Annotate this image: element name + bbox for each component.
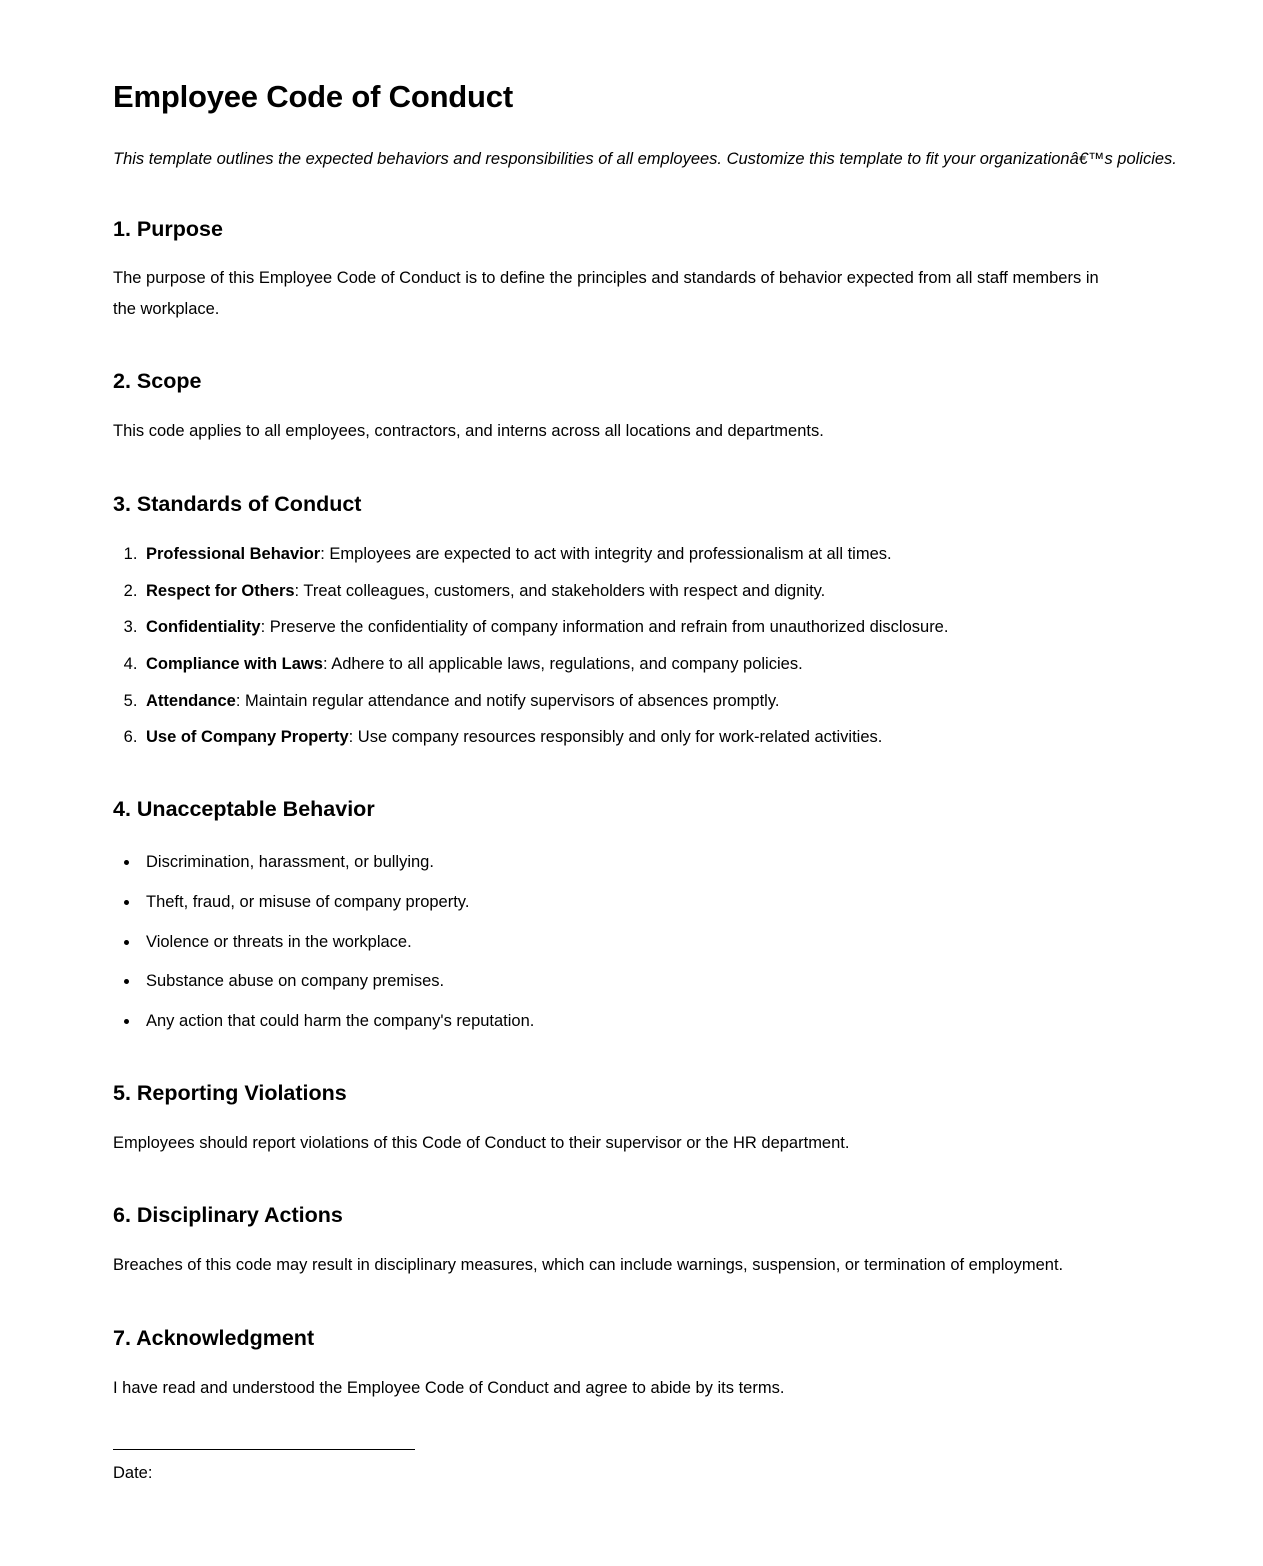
list-item (142, 651, 1150, 679)
section-scope (113, 368, 1150, 446)
list-item: • Theft, fraud, or misuse of company property. (140, 889, 1150, 917)
section-standards-of-conduct (113, 491, 1150, 752)
list-item: • Discrimination, harassment, or bullying. (140, 849, 1150, 877)
signature-line (113, 1449, 415, 1450)
section-reporting-violations (113, 1080, 1150, 1158)
section-paragraph-acknowledgment: I have read and understood the Employee Code of Conduct and agree to abide by its terms. (113, 1378, 785, 1397)
list-item-term: Attendance (146, 691, 236, 710)
list-item-term: Respect for Others (146, 581, 295, 600)
list-item (142, 688, 1150, 716)
date-label: Date: (113, 1464, 153, 1483)
document-subtitle: This template outlines the expected behaviors and responsibilities of all employees. Customize this template to fit your organizationâ€™s policies. (113, 149, 1177, 168)
section-paragraph-disciplinary-actions: Breaches of this code may result in disciplinary measures, which can include warnings, suspension, or termination of employment. (113, 1256, 1064, 1275)
list-item-text: : Adhere to all applicable laws, regulations, and company policies. (322, 655, 803, 674)
standards-of-conduct-list (113, 541, 1150, 752)
list-item: • Substance abuse on company premises. (140, 968, 1150, 996)
section-heading-standards-of-conduct: 3. Standards of Conduct (113, 491, 362, 516)
section-heading-reporting-violations: 5. Reporting Violations (113, 1080, 347, 1105)
list-item-text: : Employees are expected to act with integrity and professionalism at all times. (320, 544, 892, 563)
list-item (142, 578, 1150, 606)
section-heading-disciplinary-actions: 6. Disciplinary Actions (113, 1203, 343, 1228)
section-paragraph-reporting-violations: Employees should report violations of this Code of Conduct to their supervisor or the HR department. (113, 1133, 850, 1152)
list-item-term: Confidentiality (146, 618, 261, 637)
list-item-text: : Preserve the confidentiality of company information and refrain from unauthorized disclosure. (260, 618, 949, 637)
section-heading-unacceptable-behavior: 4. Unacceptable Behavior (113, 797, 375, 822)
section-heading-acknowledgment: 7. Acknowledgment (113, 1325, 315, 1350)
unacceptable-behavior-list (113, 849, 1150, 1036)
section-purpose (113, 216, 1150, 325)
list-item-term: Use of Company Property (146, 728, 349, 747)
section-paragraph-scope: This code applies to all employees, contractors, and interns across all locations and departments. (113, 422, 824, 441)
section-disciplinary-actions (113, 1202, 1150, 1280)
list-item: • Violence or threats in the workplace. (140, 929, 1150, 957)
section-paragraph-purpose: The purpose of this Employee Code of Conduct is to define the principles and standards of behavior expected from all staff members in the workplace. (113, 269, 1099, 318)
list-item-text: : Use company resources responsibly and only for work-related activities. (348, 728, 883, 747)
signature-block (113, 1449, 1150, 1486)
list-item: • Any action that could harm the company's reputation. (140, 1008, 1150, 1036)
list-item (142, 724, 1150, 752)
list-item-term: Professional Behavior (146, 544, 321, 563)
section-unacceptable-behavior (113, 796, 1150, 1036)
list-item-term: Compliance with Laws (146, 655, 323, 674)
list-item (142, 541, 1150, 569)
section-heading-purpose: 1. Purpose (113, 216, 223, 241)
list-item-text: : Treat colleagues, customers, and stakeholders with respect and dignity. (294, 581, 826, 600)
section-acknowledgment (113, 1325, 1150, 1403)
section-heading-scope: 2. Scope (113, 369, 202, 394)
page-title: Employee Code of Conduct (113, 79, 513, 114)
list-item-text: : Maintain regular attendance and notify supervisors of absences promptly. (235, 691, 780, 710)
page-bottom-spacer (113, 1486, 1150, 1566)
list-item (142, 614, 1150, 642)
